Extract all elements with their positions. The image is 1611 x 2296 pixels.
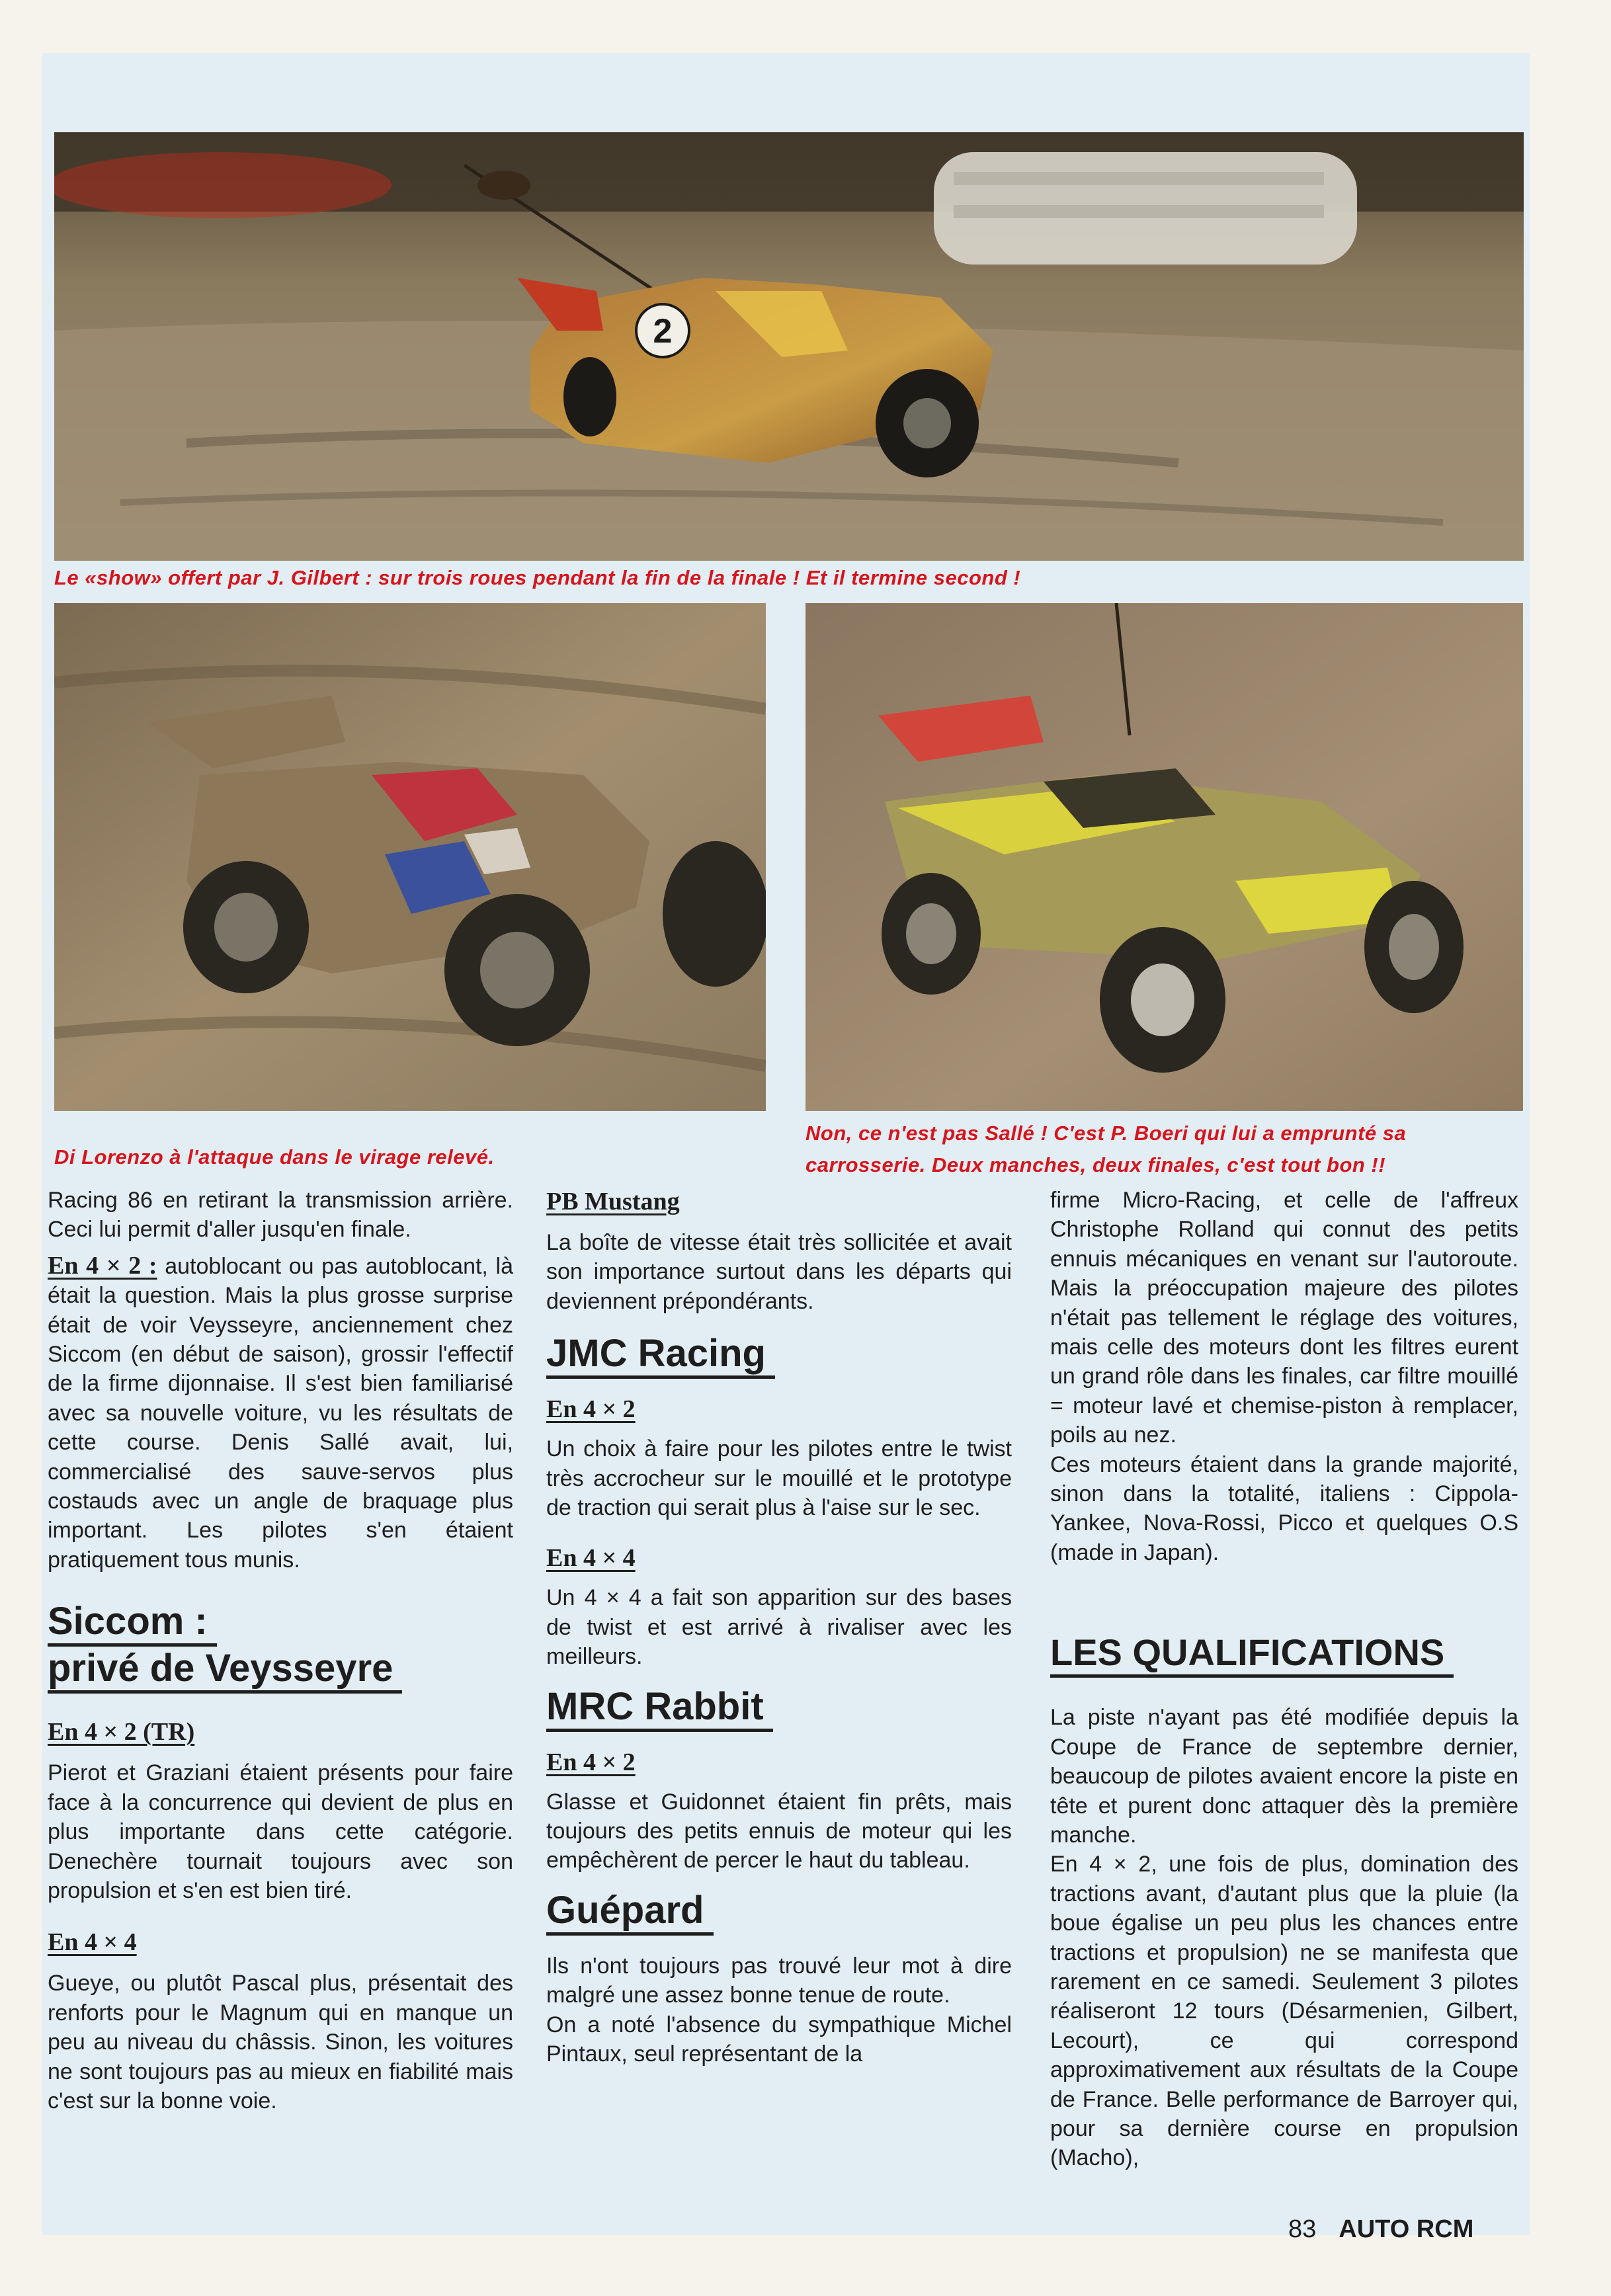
col1-inline-label-4x2: En 4 × 2 :	[48, 1251, 157, 1280]
caption-left: Di Lorenzo à l'attaque dans le virage relevé.	[54, 1145, 495, 1168]
caption-right-line2: carrosserie. Deux manches, deux finales, c'est tout bon !!	[806, 1153, 1386, 1176]
col3-paragraph-2: Ces moteurs étaient dans la grande majorité, sinon dans la totalité, italiens : Cippola-Yankee, Nova-Rossi, Picco et quelques O.S (made in Japan).	[1050, 1452, 1518, 1565]
caption-right-line1: Non, ce n'est pas Sallé ! C'est P. Boeri qui lui a emprunté sa	[806, 1122, 1407, 1145]
page-number: 83	[1288, 2215, 1317, 2243]
col1-paragraph-2	[48, 1251, 513, 1575]
column-1	[48, 1186, 513, 2115]
guepard-paragraph-2: On a noté l'absence du sympathique Michel Pintaux, seul représentant de la	[546, 2012, 1012, 2067]
siccom-heading	[48, 1600, 513, 1694]
col1-subheading-4x2-tr: En 4 × 2 (TR)	[48, 1718, 195, 1746]
jmc-subheading-4x4: En 4 × 4	[546, 1544, 636, 1573]
siccom-heading-line2: privé de Veysseyre	[48, 1647, 402, 1694]
magazine-name: AUTO RCM	[1339, 2215, 1474, 2243]
col3-paragraph-1: firme Micro-Racing, et celle de l'affreux Christophe Rolland qui connut des petits ennuis mécaniques en venant sur l'autoroute. Mais la préoccupation majeure des pilotes n'était pas tellement le réglage des voitures, mais celle des moteurs dont les filtres eurent un grand rôle dans les finales, car filtre mouillé = moteur lavé et chemise-piston à remplacer, poils au nez.	[1050, 1188, 1518, 1448]
col1-paragraph-1: Racing 86 en retirant la transmission arrière. Ceci lui permit d'aller jusqu'en finale.	[48, 1188, 513, 1243]
guepard-heading: Guépard	[546, 1889, 714, 1936]
col1-paragraph-4: Gueye, ou plutôt Pascal plus, présentait des renforts pour le Magnum qui en manque un peu au niveau du châssis. Sinon, les voitures ne sont toujours pas au mieux en fiabilité mais c'est sur la bonne voie.	[48, 1971, 513, 2113]
col1-subheading-4x4: En 4 × 4	[48, 1928, 137, 1957]
pb-mustang-heading: PB Mustang	[546, 1188, 680, 1215]
pb-mustang-paragraph: La boîte de vitesse était très sollicitée et avait son importance surtout dans les départs qui deviennent prépondérants.	[546, 1230, 1012, 1314]
photo-top-gilbert-car	[54, 132, 1524, 561]
photo-left-di-lorenzo	[54, 603, 766, 1111]
mrc-subheading-4x2: En 4 × 2	[546, 1748, 636, 1776]
jmc-paragraph-4x4: Un 4 × 4 a fait son apparition sur des bases de twist et est arrivé à rivaliser avec les meilleurs.	[546, 1585, 1012, 1670]
caption-top: Le «show» offert par J. Gilbert : sur trois roues pendant la fin de la finale ! Et il termine second !	[54, 566, 1021, 589]
jmc-racing-heading: JMC Racing	[546, 1332, 775, 1379]
mrc-paragraph: Glasse et Guidonnet étaient fin prêts, mais toujours des petits ennuis de moteur qui les empêchèrent de percer le haut du tableau.	[546, 1789, 1012, 1873]
photo-right-boeri	[806, 603, 1523, 1111]
col1-paragraph-2-text: autoblocant ou pas autoblocant, là était la question. Mais la plus grosse surprise était de voir Veysseyre, anciennement chez Siccom (en début de saison), grossir l'effectif de la firme dijonnaise. Il s'est bien familiarisé avec sa nouvelle voiture, vu les résultats de cette course. Denis Sallé avait, lui, commercialisé des sauve-servos plus costauds avec un angle de braquage plus important. Les pilotes s'en étaient pratiquement tous munis.	[48, 1253, 513, 1573]
column-3	[1050, 1186, 1518, 2173]
mrc-rabbit-heading: MRC Rabbit	[546, 1685, 773, 1732]
col1-paragraph-3: Pierot et Graziani étaient présents pour faire face à la concurrence qui devient de plus en plus importante dans cette catégorie. Denechère tournait toujours avec son propulsion et s'en est bien tiré.	[48, 1760, 513, 1903]
car-number: 2	[653, 312, 673, 350]
siccom-heading-line1: Siccom :	[48, 1600, 217, 1647]
jmc-paragraph-4x2: Un choix à faire pour les pilotes entre le twist très accrocheur sur le mouillé et le prototype de traction qui serait plus à l'aise sur le sec.	[546, 1436, 1012, 1521]
col3-paragraph-4: En 4 × 2, une fois de plus, domination des tractions avant, d'autant plus que la pluie (la boue égalise un peu plus les chances entre tractions et propulsion) ne se manifesta que rarement en ce samedi. Seulement 3 pilotes réaliseront 12 tours (Désarmenien, Gilbert, Lecourt), ce qui correspond approximativement aux résultats de la Coupe de France. Belle performance de Barroyer qui, pour sa dernière course en propulsion (Macho),	[1050, 1852, 1518, 2171]
col3-paragraph-3: La piste n'ayant pas été modifiée depuis la Coupe de France de septembre dernier, beaucoup de pilotes avaient encore la piste en tête et purent donc attaquer dès la première manche.	[1050, 1705, 1518, 1848]
qualifications-heading: LES QUALIFICATIONS	[1050, 1631, 1454, 1678]
jmc-subheading-4x2: En 4 × 2	[546, 1395, 636, 1424]
page-footer	[1288, 2215, 1473, 2244]
column-2	[546, 1186, 1012, 2069]
guepard-paragraph-1: Ils n'ont toujours pas trouvé leur mot à dire malgré une assez bonne tenue de route.	[546, 1953, 1012, 2008]
